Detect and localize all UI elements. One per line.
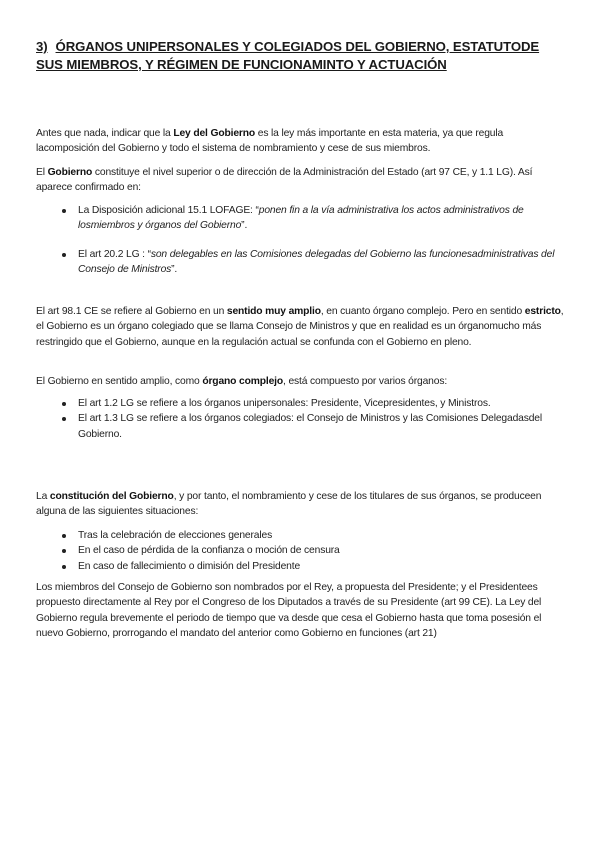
sentido-t1: El art 98.1 CE se refiere al Gobierno en un	[36, 306, 227, 317]
intro-bold: Ley del Gobierno	[173, 128, 256, 139]
item-quote: ponen fin a la vía administrativa los actos administrativos de losmiembros y órganos del Gobierno	[78, 205, 524, 232]
sentido-paragraph	[36, 304, 564, 350]
item-post: ”.	[171, 264, 178, 276]
item-pre: El art 20.2 LG : “	[78, 248, 151, 260]
gobierno-paragraph	[36, 165, 564, 196]
gobierno-post: constituye el nivel superior o de dirección de la Administración del Estado (art 97 CE, y 1.1 LG). Así aparece confirmado en:	[36, 167, 533, 194]
list-item: El art 1.3 LG se refiere a los órganos colegiados: el Consejo de Ministros y las Comisiones Delegadasdel Gobierno.	[62, 411, 564, 442]
sentido-b1: sentido muy amplio	[226, 306, 321, 317]
references-list	[62, 203, 564, 278]
list-item: En el caso de pérdida de la confianza o moción de censura	[62, 543, 564, 558]
complejo-paragraph	[36, 374, 564, 389]
list-item: El art 1.2 LG se refiere a los órganos unipersonales: Presidente, Vicepresidentes, y Ministros.	[62, 396, 564, 411]
heading-text: ÓRGANOS UNIPERSONALES Y COLEGIADOS DEL GOBIERNO, ESTATUTODE SUS MIEMBROS, Y RÉGIMEN DE FUNCIONAMINTO Y ACTUACIÓN	[36, 39, 540, 72]
item-pre: La Disposición adicional 15.1 LOFAGE: “	[78, 205, 259, 216]
sentido-t3: , el Gobierno es un órgano colegiado que se llama Consejo de Ministros y que en realidad es un órganomucho más restringido que el Gobierno, aunque en la regulación actual se confunda con el Gobierno en pleno.	[36, 306, 564, 348]
final-paragraph: Los miembros del Consejo de Gobierno son nombrados por el Rey, a propuesta del Presidente; y el Presidentees propuesto directamente al Rey por el Congreso de los Diputados a través de su Presidente (art 99 CE). La Ley del Gobierno regula brevemente el periodo de tiempo que va desde que cesa el Gobierno hasta que toma posesión el nuevo Gobierno, prorrogando el mandato del anterior como Gobierno en funciones (art 21)	[36, 582, 542, 640]
list-item: Tras la celebración de elecciones generales	[62, 528, 564, 543]
heading-number: 3)	[36, 39, 48, 54]
sentido-b2: estricto	[524, 306, 561, 317]
list-item	[62, 203, 564, 234]
list-item: En caso de fallecimiento o dimisión del Presidente	[62, 559, 564, 574]
intro-pre: Antes que nada, indicar que la	[36, 128, 174, 139]
complejo-post: , está compuesto por varios órganos:	[283, 376, 448, 387]
gobierno-pre: El	[36, 167, 48, 178]
constitucion-pre: La	[36, 491, 50, 502]
constitucion-bold: constitución del Gobierno	[49, 491, 174, 502]
item-post: ”.	[241, 220, 248, 232]
sentido-t2: , en cuanto órgano complejo. Pero en sentido	[320, 306, 525, 317]
intro-paragraph	[36, 126, 564, 157]
constitucion-paragraph	[36, 489, 564, 520]
list-item	[62, 247, 564, 278]
organs-list	[62, 396, 564, 442]
intro-post: es la ley más importante en esta materia, ya que regula lacomposición del Gobierno y todo el sistema de nombramiento y cese de sus miembros.	[36, 128, 504, 155]
constitucion-post: , y por tanto, el nombramiento y cese de los titulares de sus órganos, se produceen alguna de las siguientes situaciones:	[36, 491, 542, 518]
complejo-bold: órgano complejo	[202, 376, 284, 387]
item-quote: son delegables en las Comisiones delegadas del Gobierno las funcionesadministrativas del Consejo de Ministros	[78, 248, 555, 276]
complejo-pre: El Gobierno en sentido amplio, como	[36, 376, 203, 387]
gobierno-bold: Gobierno	[47, 167, 93, 178]
section-heading	[36, 38, 566, 73]
situations-list	[62, 528, 564, 574]
